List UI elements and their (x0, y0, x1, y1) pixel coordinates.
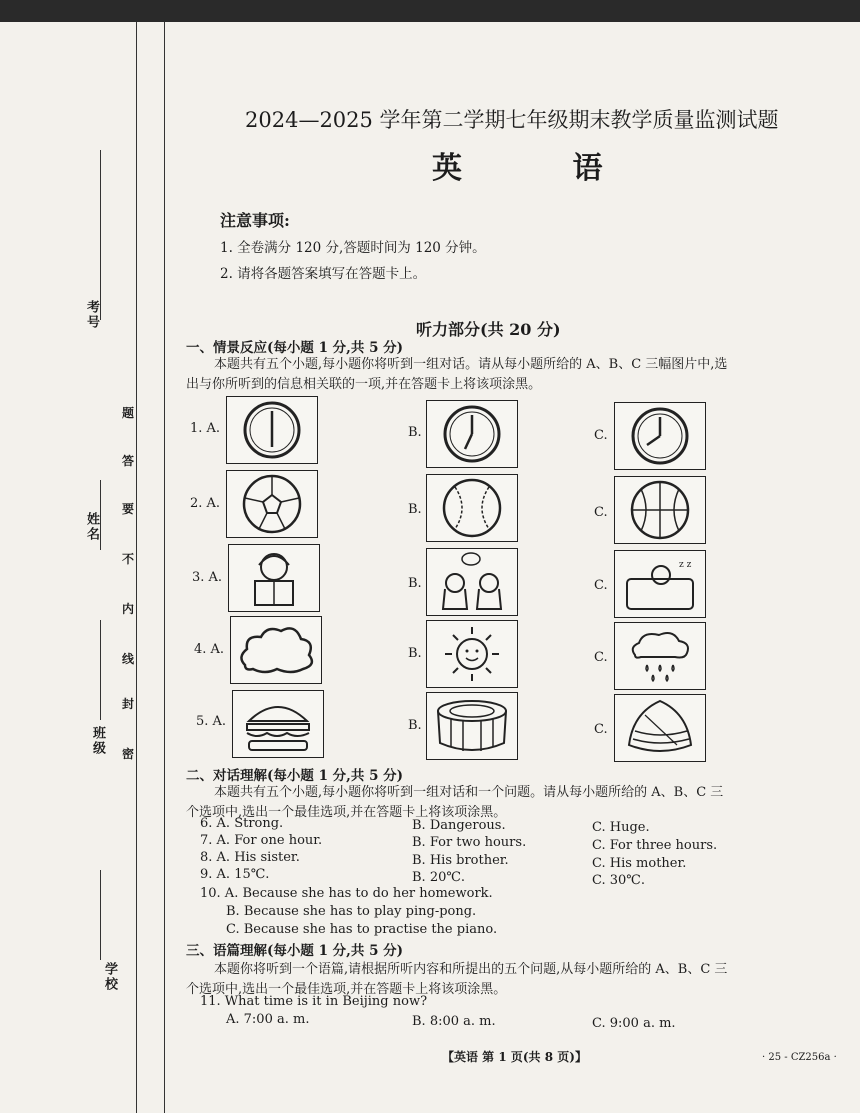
instruction-line: 个选项中,选出一个最佳选项,并在答题卡上将该项涂黑。 (186, 982, 507, 997)
option-label: 1. A. (190, 421, 221, 436)
name-label: 姓名 (84, 512, 99, 542)
question-option: C. Huge. (592, 820, 650, 835)
question-option: B. For two hours. (412, 835, 527, 850)
clock-eight-icon (614, 402, 706, 470)
question-option: 9. A. 15℃. (200, 867, 270, 882)
option-label: C. (594, 505, 608, 520)
instruction-line: 个选项中,选出一个最佳选项,并在答题卡上将该项涂黑。 (186, 805, 507, 820)
rain-cloud-icon (614, 622, 706, 690)
question-option: B. 8:00 a. m. (412, 1014, 496, 1029)
class-blank (100, 620, 101, 720)
notice-item: 2. 请将各题答案填写在答题卡上。 (220, 266, 427, 282)
option-label: C. (594, 650, 608, 665)
option-label: 5. A. (196, 714, 227, 729)
binding-line-inner (136, 22, 137, 1113)
clock-six-icon (226, 396, 318, 464)
section-instruction (186, 355, 826, 395)
section-heading: 一、情景反应(每小题 1 分,共 5 分) (186, 340, 404, 356)
sun-icon (426, 620, 518, 688)
part-heading: 听力部分(共 20 分) (416, 320, 561, 339)
question-option: 7. A. For one hour. (200, 833, 323, 848)
baseball-icon (426, 474, 518, 542)
scan-top-edge (0, 0, 860, 22)
option-label: C. (594, 428, 608, 443)
cloud-icon (230, 616, 322, 684)
seal-char: 题 (122, 406, 135, 420)
svg-text:z z: z z (679, 560, 692, 570)
question-option: C. Because she has to practise the piano. (226, 922, 498, 937)
section-heading: 二、对话理解(每小题 1 分,共 5 分) (186, 768, 404, 784)
question-option: C. His mother. (592, 856, 687, 871)
binding-line-outer (164, 22, 165, 1113)
hamburger-icon (232, 690, 324, 758)
question-option: C. 30℃. (592, 873, 645, 888)
question-option: 10. A. Because she has to do her homework. (200, 886, 493, 901)
school-blank (100, 870, 101, 960)
option-label: 2. A. (190, 496, 221, 511)
option-label: B. (408, 646, 422, 661)
subject-title: 英 语 (432, 151, 653, 186)
section-heading: 三、语篇理解(每小题 1 分,共 5 分) (186, 943, 404, 959)
instruction-line: 本题共有五个小题,每小题你将听到一组对话。请从每小题所给的 A、B、C 三幅图片中,选 (214, 357, 728, 372)
question-stem: 11. What time is it in Beijing now? (200, 994, 428, 1009)
girl-sleeping-icon (614, 550, 706, 618)
seal-char: 答 (122, 454, 135, 468)
option-label: B. (408, 425, 422, 440)
option-label: C. (594, 578, 608, 593)
question-option: 6. A. Strong. (200, 816, 284, 831)
seal-char: 线 (122, 652, 135, 666)
seal-char: 封 (122, 697, 135, 711)
option-label: 3. A. (192, 570, 223, 585)
question-option: B. His brother. (412, 853, 509, 868)
mooncake-icon (426, 692, 518, 760)
question-option: C. 9:00 a. m. (592, 1016, 676, 1031)
exam-title: 2024—2025 学年第二学期七年级期末教学质量监测试题 (245, 108, 779, 132)
option-label: B. (408, 502, 422, 517)
question-option: A. 7:00 a. m. (226, 1012, 310, 1027)
seal-char: 内 (122, 602, 135, 616)
school-label: 学校 (102, 962, 117, 992)
question-option: 8. A. His sister. (200, 850, 300, 865)
question-option: C. For three hours. (592, 838, 718, 853)
basketball-icon (614, 476, 706, 544)
instruction-line: 本题共有五个小题,每小题你将听到一组对话和一个问题。请从每小题所给的 A、B、C 三 (214, 785, 724, 800)
question-option: B. Dangerous. (412, 818, 506, 833)
question-option: B. Because she has to play ping-pong. (226, 904, 477, 919)
paper-code: · 25 - CZ256a · (762, 1052, 837, 1063)
notice-item: 1. 全卷满分 120 分,答题时间为 120 分钟。 (220, 240, 486, 256)
soccer-ball-icon (226, 470, 318, 538)
seal-char: 不 (122, 552, 135, 566)
page-footer: 【英语 第 1 页(共 8 页)】 (442, 1050, 587, 1064)
zongzi-icon (614, 694, 706, 762)
option-label: 4. A. (194, 642, 225, 657)
option-label: C. (594, 722, 608, 737)
option-label: B. (408, 718, 422, 733)
instruction-line: 出与你所听到的信息相关联的一项,并在答题卡上将该项涂黑。 (186, 377, 542, 392)
girls-talking-icon (426, 548, 518, 616)
clock-seven-icon (426, 400, 518, 468)
exam-no-blank (100, 150, 101, 320)
option-label: B. (408, 576, 422, 591)
girl-reading-icon (228, 544, 320, 612)
instruction-line: 本题你将听到一个语篇,请根据所听内容和所提出的五个问题,从每小题所给的 A、B、C 三 (214, 962, 728, 977)
notice-heading: 注意事项: (220, 211, 290, 230)
exam-no-label: 考号 (84, 300, 99, 330)
seal-char: 密 (122, 747, 135, 761)
class-label: 班级 (90, 726, 105, 756)
seal-char: 要 (122, 502, 135, 516)
question-option: B. 20℃. (412, 870, 466, 885)
